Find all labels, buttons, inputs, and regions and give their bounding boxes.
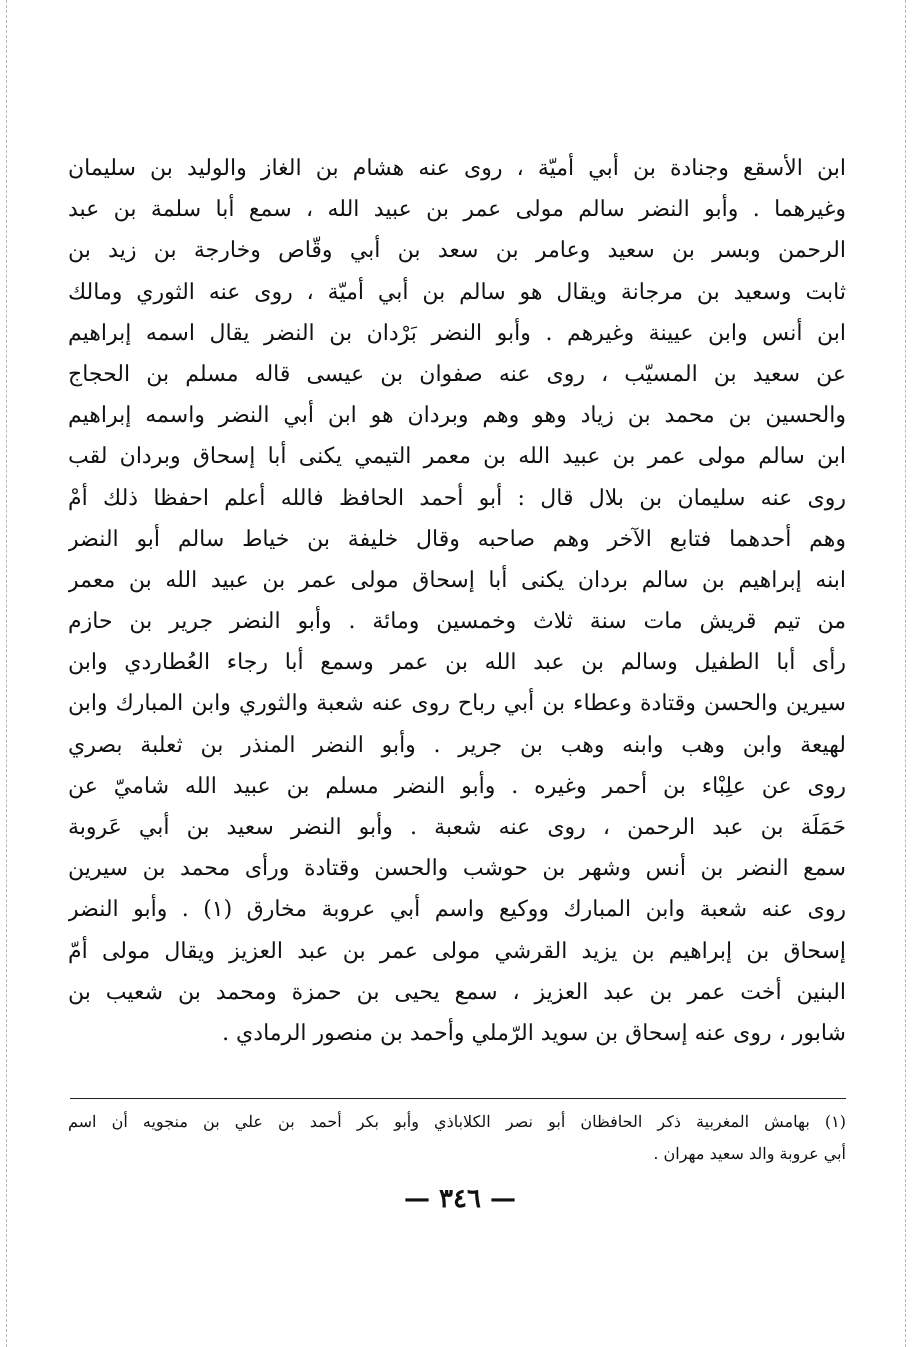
body-paragraph bbox=[68, 148, 846, 1054]
text-line: عن سعيد بن المسيّب ، روى عنه صفوان بن عيسى قاله مسلم بن الحجاج bbox=[68, 361, 846, 387]
text-line: وغيرهما . وأبو النضر سالم مولى عمر بن عبيد الله ، سمع أبا سلمة بن عبد bbox=[68, 197, 846, 223]
scan-margin-line-left bbox=[6, 0, 7, 1347]
footnote-line: أبي عروبة والد سعيد مهران . bbox=[653, 1144, 846, 1163]
text-line: الرحمن وبسر بن سعيد وعامر بن سعد بن أبي وقّاص وخارجة بن زيد بن bbox=[68, 238, 846, 264]
page-number: — ٣٤٦ — bbox=[403, 1184, 517, 1214]
text-line: ثابت وسعيد بن مرجانة ويقال هو سالم بن أبي أميّة ، روى عنه الثوري ومالك bbox=[68, 279, 846, 305]
text-line: روى عنه شعبة وابن المبارك ووكيع واسم أبي عروبة مخارق (١) . وأبو النضر bbox=[68, 897, 846, 923]
text-line: روى عن علِبْاء بن أحمر وغيره . وأبو النضر مسلم بن عبيد الله شاميّ عن bbox=[68, 773, 846, 799]
main-text-block bbox=[68, 148, 846, 1054]
footnote-separator bbox=[70, 1098, 846, 1099]
text-line: البنين أخت عمر بن عبد العزيز ، سمع يحيى بن حمزة ومحمد بن شعيب بن bbox=[68, 979, 846, 1005]
text-line: شابور ، روى عنه إسحاق بن سويد الرّملي وأحمد بن منصور الرمادي . bbox=[222, 1020, 846, 1046]
text-line: ابنه إبراهيم بن سالم بردان يكنى أبا إسحاق مولى عمر بن عبيد الله بن معمر bbox=[68, 567, 846, 593]
text-line: ابن الأسقع وجنادة بن أبي أميّة ، روى عنه هشام بن الغاز والوليد بن سليمان bbox=[68, 156, 846, 181]
footnote bbox=[68, 1106, 846, 1170]
text-line: إسحاق بن إبراهيم بن يزيد القرشي مولى عمر بن عبد العزيز ويقال مولى أمّ bbox=[68, 938, 846, 964]
text-line: سيرين والحسن وقتادة وعطاء بن أبي رباح روى عنه شعبة والثوري وابن المبارك وابن bbox=[68, 691, 846, 717]
text-line: ابن أنس وابن عيينة وغيرهم . وأبو النضر بَرْدان بن النضر يقال اسمه إبراهيم bbox=[68, 320, 846, 346]
footnote-line: (١) بهامش المغربية ذكر الحافظان أبو نصر الكلاباذي وأبو بكر أحمد بن علي بن منجويه أن اسم bbox=[68, 1112, 846, 1131]
text-line: حَمَلَة بن عبد الرحمن ، روى عنه شعبة . وأبو النضر سعيد بن أبي عَروبة bbox=[68, 815, 846, 840]
scan-margin-line-right bbox=[905, 0, 906, 1347]
text-line: ابن سالم مولى عمر بن عبيد الله بن معمر التيمي يكنى أبا إسحاق وبردان لقب bbox=[68, 444, 846, 470]
text-line: رأى أبا الطفيل وسالم بن عبد الله بن عمر وسمع أبا رجاء العُطاردي وابن bbox=[68, 650, 846, 676]
text-line: لهيعة وابن وهب وابنه وهب بن جرير . وأبو النضر المنذر بن ثعلبة بصري bbox=[68, 732, 846, 758]
text-line: سمع النضر بن أنس وشهر بن حوشب والحسن وقتادة ورأى محمد بن سيرين bbox=[68, 856, 846, 882]
text-line: وهم أحدهما فتابع الآخر وهم صاحبه وقال خليفة بن خياط سالم أبو النضر bbox=[68, 526, 846, 552]
text-line: من تيم قريش مات سنة ثلاث وخمسين ومائة . وأبو النضر جرير بن حازم bbox=[68, 609, 846, 635]
text-line: والحسين بن محمد بن زياد وهو وهم وبردان هو ابن أبي النضر واسمه إبراهيم bbox=[68, 403, 846, 429]
text-line: روى عنه سليمان بن بلال قال : أبو أحمد الحافظ فالله أعلم احفظا ذلك أمْ bbox=[68, 485, 846, 511]
